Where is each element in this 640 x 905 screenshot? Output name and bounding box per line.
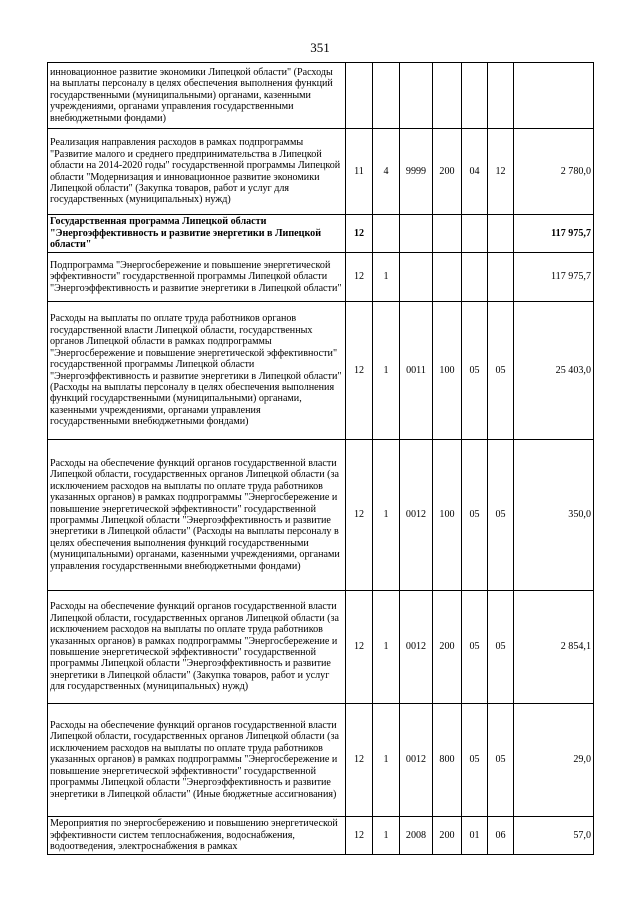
- cell-subprogram: 1: [373, 591, 400, 704]
- cell-program: 12: [346, 591, 373, 704]
- table-row: [48, 302, 594, 440]
- cell-section: 05: [462, 440, 488, 591]
- cell-expense-type: 200: [433, 817, 462, 855]
- cell-description: Расходы на обеспечение функций органов государственной власти Липецкой области, государственных органов Липецкой области (за исключением расходов на выплаты по оплате труда работников указанных органов) в рамках подпрограммы "Энергосбережение и повышение энергетической эффективности" государственной программы Липецкой области "Энергоэффективность и развитие энергетики в Липецкой области" (Расходы на выплаты персоналу в целях обеспечения выполнения функций государственными (муниципальными) органами, казенными учреждениями, органами управления государственными внебюджетными фондами): [48, 440, 346, 591]
- cell-section: 01: [462, 817, 488, 855]
- cell-expense-type: 100: [433, 302, 462, 440]
- cell-subprogram: [373, 215, 400, 253]
- cell-subsection: [488, 253, 514, 302]
- cell-description: инновационное развитие экономики Липецкой области" (Расходы на выплаты персоналу в целях обеспечения выполнения функций государственными (муниципальными) органами, казенными учреждениями, органами управления государственными внебюджетными фондами): [48, 63, 346, 129]
- cell-amount: 25 403,0: [514, 302, 594, 440]
- cell-subprogram: [373, 63, 400, 129]
- cell-description: Мероприятия по энергосбережению и повышению энергетической эффективности систем теплоснабжения, водоснабжения, водоотведения, электроснабжения в рамках: [48, 817, 346, 855]
- cell-section: 05: [462, 704, 488, 817]
- cell-amount: 350,0: [514, 440, 594, 591]
- cell-subprogram: 1: [373, 302, 400, 440]
- cell-expense-code: 0012: [400, 440, 433, 591]
- cell-program: [346, 63, 373, 129]
- cell-description: Расходы на обеспечение функций органов государственной власти Липецкой области, государственных органов Липецкой области (за исключением расходов на выплаты по оплате труда работников указанных органов) в рамках подпрограммы "Энергосбережение и повышение энергетической эффективности" государственной программы Липецкой области "Энергоэффективность и развитие энергетики в Липецкой области" (Закупка товаров, работ и услуг для государственных (муниципальных) нужд): [48, 591, 346, 704]
- table-row: [48, 440, 594, 591]
- cell-subsection: 12: [488, 129, 514, 215]
- table-row: [48, 591, 594, 704]
- cell-subsection: [488, 63, 514, 129]
- table-row: [48, 817, 594, 855]
- cell-description: Подпрограмма "Энергосбережение и повышение энергетической эффективности" государственной программы Липецкой области "Энергоэффективность и развитие энергетики в Липецкой области": [48, 253, 346, 302]
- cell-program: 12: [346, 215, 373, 253]
- cell-section: [462, 215, 488, 253]
- table-row: [48, 129, 594, 215]
- cell-program: 12: [346, 253, 373, 302]
- cell-section: 05: [462, 302, 488, 440]
- cell-subprogram: 4: [373, 129, 400, 215]
- cell-subprogram: 1: [373, 253, 400, 302]
- cell-expense-code: [400, 253, 433, 302]
- cell-expense-type: 100: [433, 440, 462, 591]
- cell-amount: 2 854,1: [514, 591, 594, 704]
- cell-program: 11: [346, 129, 373, 215]
- cell-description: Расходы на выплаты по оплате труда работников органов государственной власти Липецкой области, государственных органов Липецкой области в рамках подпрограммы "Энергосбережение и повышение энергетической эффективности" государственной программы Липецкой области "Энергоэффективность и развитие энергетики в Липецкой области" (Расходы на выплаты персоналу в целях обеспечения выполнения функций государственными (муниципальными) органами, казенными учреждениями, органами управления государственными внебюджетными фондами): [48, 302, 346, 440]
- table-row: [48, 215, 594, 253]
- cell-amount: 2 780,0: [514, 129, 594, 215]
- cell-subsection: 05: [488, 302, 514, 440]
- cell-subsection: 05: [488, 440, 514, 591]
- cell-program: 12: [346, 302, 373, 440]
- cell-subsection: 05: [488, 591, 514, 704]
- cell-subprogram: 1: [373, 704, 400, 817]
- cell-expense-code: 9999: [400, 129, 433, 215]
- cell-expense-code: [400, 63, 433, 129]
- cell-expense-type: 800: [433, 704, 462, 817]
- cell-description: Расходы на обеспечение функций органов государственной власти Липецкой области, государственных органов Липецкой области (за исключением расходов на выплаты по оплате труда работников указанных органов) в рамках подпрограммы "Энергосбережение и повышение энергетической эффективности" государственной программы Липецкой области "Энергоэффективность и развитие энергетики в Липецкой области" (Иные бюджетные ассигнования): [48, 704, 346, 817]
- cell-section: [462, 63, 488, 129]
- cell-section: [462, 253, 488, 302]
- cell-amount: 57,0: [514, 817, 594, 855]
- cell-subprogram: 1: [373, 817, 400, 855]
- cell-amount: 117 975,7: [514, 215, 594, 253]
- cell-expense-type: 200: [433, 129, 462, 215]
- cell-amount: 29,0: [514, 704, 594, 817]
- cell-program: 12: [346, 704, 373, 817]
- budget-table: [47, 62, 594, 855]
- cell-expense-type: 200: [433, 591, 462, 704]
- cell-program: 12: [346, 817, 373, 855]
- cell-expense-code: 0012: [400, 704, 433, 817]
- cell-subsection: [488, 215, 514, 253]
- cell-expense-code: 0011: [400, 302, 433, 440]
- cell-amount: 117 975,7: [514, 253, 594, 302]
- cell-subsection: 06: [488, 817, 514, 855]
- cell-expense-code: 0012: [400, 591, 433, 704]
- cell-expense-code: [400, 215, 433, 253]
- table-row: [48, 63, 594, 129]
- cell-description: Реализация направления расходов в рамках подпрограммы "Развитие малого и среднего предпринимательства в Липецкой области на 2014-2020 годы" государственной программы Липецкой области "Модернизация и инновационное развитие экономики Липецкой области" (Закупка товаров, работ и услуг для государственных (муниципальных) нужд): [48, 129, 346, 215]
- cell-expense-type: [433, 215, 462, 253]
- cell-expense-type: [433, 253, 462, 302]
- cell-program: 12: [346, 440, 373, 591]
- cell-section: 05: [462, 591, 488, 704]
- cell-expense-type: [433, 63, 462, 129]
- page-number: 351: [310, 40, 330, 55]
- cell-amount: [514, 63, 594, 129]
- table-row: [48, 253, 594, 302]
- cell-section: 04: [462, 129, 488, 215]
- cell-description: Государственная программа Липецкой области "Энергоэффективность и развитие энергетики в Липецкой области": [48, 215, 346, 253]
- cell-subprogram: 1: [373, 440, 400, 591]
- table-row: [48, 704, 594, 817]
- cell-expense-code: 2008: [400, 817, 433, 855]
- cell-subsection: 05: [488, 704, 514, 817]
